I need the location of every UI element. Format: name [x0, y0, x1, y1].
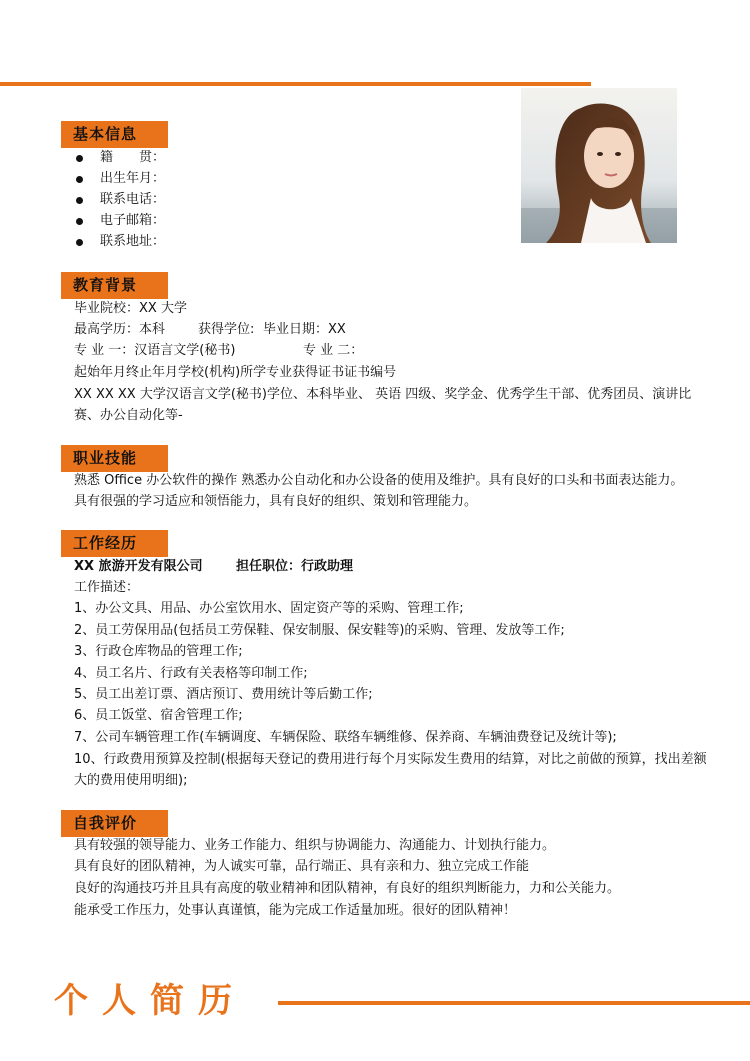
- skills-line-2: 具有很强的学习适应和领悟能力，具有良好的组织、策划和管理能力。: [74, 494, 478, 509]
- bullet-icon: [76, 155, 83, 162]
- education-detail: XX XX XX 大学汉语言文学(秘书)学位、本科毕业、 英语 四级、奖学金、优秀学生干部、优秀团员、演讲比赛、办公自动化等-: [74, 387, 692, 423]
- section-header-self-evaluation: 自我评价: [61, 810, 168, 837]
- section-header-skills: 职业技能: [61, 445, 168, 472]
- section-header-education: 教育背景: [61, 272, 168, 299]
- section-header-basic-info: 基本信息: [61, 121, 168, 148]
- work-company: XX 旅游开发有限公司: [74, 559, 203, 574]
- self-eval-line: 具有较强的领导能力、业务工作能力、组织与协调能力、沟通能力、计划执行能力。: [74, 838, 556, 853]
- education-major-two: 专 业 二：: [303, 343, 364, 358]
- education-major-one: 专 业 一：汉语言文学(秘书): [74, 343, 236, 358]
- work-item: 2、员工劳保用品(包括员工劳保鞋、保安制服、保安鞋等)的采购、管理、发放等工作;: [74, 623, 565, 638]
- work-item: 7、公司车辆管理工作(车辆调度、车辆保险、联络车辆维修、保养商、车辆油费登记及统计等);: [74, 730, 617, 745]
- work-position: 担任职位：行政助理: [236, 559, 354, 574]
- section-header-work: 工作经历: [61, 530, 168, 557]
- resume-title: 个人简历: [54, 981, 246, 1021]
- bullet-icon: [76, 239, 83, 246]
- education-degree: 获得学位:: [198, 322, 255, 337]
- top-accent-rule: [0, 82, 591, 86]
- bullet-icon: [76, 176, 83, 183]
- work-item: 4、员工名片、行政有关表格等印制工作;: [74, 666, 308, 681]
- education-highest-degree: 最高学历：本科: [74, 322, 166, 337]
- education-school: 毕业院校：XX 大学: [74, 301, 187, 316]
- self-eval-line: 具有良好的团队精神，为人诚实可靠，品行端正、具有亲和力、独立完成工作能: [74, 859, 530, 874]
- self-eval-line: 能承受工作压力，处事认真谨慎，能为完成工作适量加班。很好的团队精神！: [74, 903, 517, 918]
- bottom-accent-rule: [278, 1001, 750, 1005]
- basic-info-address: 联系地址：: [100, 234, 166, 249]
- work-item: 3、行政仓库物品的管理工作;: [74, 644, 243, 659]
- work-description-label: 工作描述：: [74, 580, 140, 595]
- bullet-icon: [76, 218, 83, 225]
- bullet-icon: [76, 197, 83, 204]
- skills-line-1: 熟悉 Office 办公软件的操作 熟悉办公自动化和办公设备的使用及维护。具有良好的口头和书面表达能力。: [74, 473, 684, 488]
- basic-info-email: 电子邮箱：: [100, 213, 166, 228]
- work-item: 5、员工出差订票、酒店预订、费用统计等后勤工作;: [74, 687, 373, 702]
- self-eval-line: 良好的沟通技巧并且具有高度的敬业精神和团队精神，有良好的组织判断能力，力和公关能力。: [74, 881, 621, 896]
- basic-info-birth: 出生年月：: [100, 171, 166, 186]
- profile-photo: [521, 88, 677, 243]
- education-grad-date: 毕业日期：XX: [263, 322, 346, 337]
- work-item: 1、办公文具、用品、办公室饮用水、固定资产等的采购、管理工作;: [74, 601, 464, 616]
- basic-info-hometown: 籍 贯：: [100, 150, 166, 165]
- basic-info-phone: 联系电话：: [100, 192, 166, 207]
- work-item-10: 10、行政费用预算及控制(根据每天登记的费用进行每个月实际发生费用的结算，对比之前做的预算，找出差额大的费用使用明细);: [74, 752, 707, 788]
- work-item: 6、员工饭堂、宿舍管理工作;: [74, 708, 243, 723]
- education-period-header: 起始年月终止年月学校(机构)所学专业获得证书证书编号: [74, 365, 397, 380]
